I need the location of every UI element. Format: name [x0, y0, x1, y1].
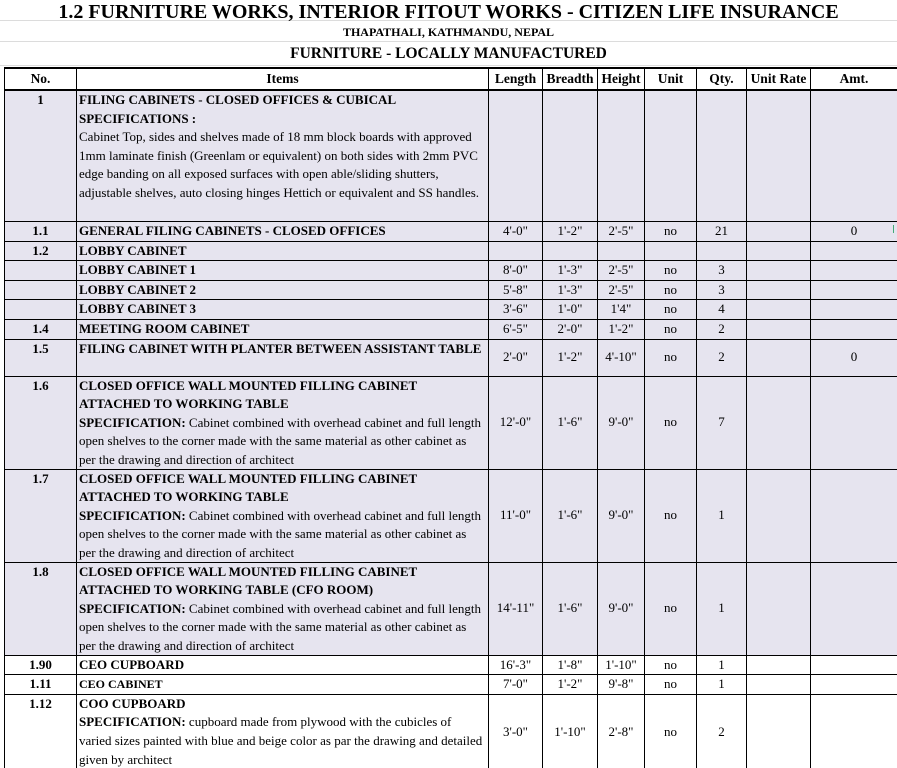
cell-amount[interactable] — [811, 319, 897, 339]
cell-item[interactable] — [77, 562, 489, 655]
cell-qty[interactable]: 2 — [697, 319, 747, 339]
cell-unit[interactable] — [645, 90, 697, 222]
cell-item[interactable]: GENERAL FILING CABINETS - CLOSED OFFICES — [77, 222, 489, 242]
cell-unit[interactable]: no — [645, 339, 697, 376]
cell-breadth[interactable]: 1'-2" — [543, 222, 598, 242]
cell-length[interactable]: 8'-0" — [489, 261, 543, 281]
gridline — [0, 65, 897, 66]
cell-item[interactable]: CEO CUPBOARD — [77, 655, 489, 675]
cell-qty[interactable]: 2 — [697, 339, 747, 376]
cell-item[interactable] — [77, 694, 489, 768]
cell-unit[interactable]: no — [645, 376, 697, 469]
table-row — [5, 376, 897, 469]
table-row — [5, 90, 897, 222]
cell-no[interactable]: 1.12 — [5, 694, 77, 768]
col-header-no[interactable]: No. — [5, 68, 77, 90]
cell-no[interactable] — [5, 280, 77, 300]
cell-unit[interactable]: no — [645, 675, 697, 695]
cell-indicator — [893, 225, 897, 233]
cell-unit-rate[interactable] — [747, 319, 811, 339]
cell-qty[interactable]: 21 — [697, 222, 747, 242]
cell-qty[interactable]: 1 — [697, 655, 747, 675]
cell-amount[interactable] — [811, 376, 897, 469]
spec-label: SPECIFICATION: — [79, 507, 186, 523]
cell-unit-rate[interactable] — [747, 280, 811, 300]
table-row — [5, 241, 897, 261]
cell-breadth[interactable]: 1'-0" — [543, 300, 598, 320]
spec-label: SPECIFICATION: — [79, 600, 186, 616]
cell-amount[interactable] — [811, 469, 897, 562]
cell-item[interactable] — [77, 90, 489, 222]
cell-unit[interactable]: no — [645, 300, 697, 320]
table-row — [5, 655, 897, 675]
cell-qty[interactable]: 4 — [697, 300, 747, 320]
cell-unit[interactable]: no — [645, 469, 697, 562]
section-heading: FURNITURE - LOCALLY MANUFACTURED — [290, 45, 607, 62]
cell-no[interactable]: 1.2 — [5, 241, 77, 261]
cell-no[interactable]: 1.11 — [5, 675, 77, 695]
cell-height[interactable]: 2'-8" — [598, 694, 645, 768]
cell-unit-rate[interactable] — [747, 300, 811, 320]
cell-length[interactable]: 16'-3" — [489, 655, 543, 675]
cell-amount[interactable] — [811, 241, 897, 261]
cell-length[interactable]: 12'-0" — [489, 376, 543, 469]
cell-length[interactable]: 7'-0" — [489, 675, 543, 695]
cell-qty[interactable]: 2 — [697, 694, 747, 768]
cell-breadth[interactable]: 1'-8" — [543, 655, 598, 675]
cell-unit[interactable]: no — [645, 319, 697, 339]
item-title: FILING CABINETS - CLOSED OFFICES & CUBICAL SPECIFICATIONS : — [79, 92, 396, 126]
cell-unit-rate[interactable] — [747, 562, 811, 655]
cell-length[interactable]: 5'-8" — [489, 280, 543, 300]
cell-length[interactable]: 14'-11" — [489, 562, 543, 655]
table-row — [5, 562, 897, 655]
col-header-amount[interactable]: Amt. — [811, 68, 897, 90]
cell-qty[interactable] — [697, 90, 747, 222]
col-header-height[interactable]: Height — [598, 68, 645, 90]
item-title: FILING CABINET WITH PLANTER BETWEEN ASSISTANT TABLE — [79, 340, 482, 356]
table-row — [5, 222, 897, 242]
cell-qty[interactable] — [697, 241, 747, 261]
cell-length[interactable] — [489, 241, 543, 261]
cell-height[interactable]: 9'-0" — [598, 562, 645, 655]
table-row — [5, 694, 897, 768]
cell-amount[interactable] — [811, 90, 897, 222]
cell-item[interactable]: LOBBY CABINET 1 — [77, 261, 489, 281]
cell-qty[interactable]: 1 — [697, 675, 747, 695]
cell-amount[interactable] — [811, 694, 897, 768]
cell-item[interactable]: LOBBY CABINET 2 — [77, 280, 489, 300]
item-title: COO CUPBOARD — [79, 695, 186, 711]
cell-amount[interactable] — [811, 300, 897, 320]
cell-length[interactable]: 3'-0" — [489, 694, 543, 768]
cell-amount[interactable]: 0 — [811, 339, 897, 376]
item-description: cupboard made from plywood with the cubicles of varied sizes painted with blue and beige color as par the drawing and detailed given by architect — [79, 714, 483, 767]
cell-no[interactable] — [5, 300, 77, 320]
cell-unit[interactable]: no — [645, 562, 697, 655]
col-header-items[interactable]: Items — [77, 68, 489, 90]
table-row — [5, 261, 897, 281]
cell-length[interactable]: 4'-0" — [489, 222, 543, 242]
cell-qty[interactable]: 7 — [697, 376, 747, 469]
cell-length[interactable]: 3'-6" — [489, 300, 543, 320]
cell-no[interactable] — [5, 261, 77, 281]
cell-amount[interactable]: 0 — [811, 222, 897, 242]
cell-height[interactable]: 9'-8" — [598, 675, 645, 695]
bill-of-quantities-table — [4, 67, 897, 768]
cell-amount[interactable] — [811, 280, 897, 300]
cell-item[interactable] — [77, 339, 489, 376]
cell-height[interactable]: 4'-10" — [598, 339, 645, 376]
cell-no[interactable]: 1 — [5, 90, 77, 222]
cell-unit-rate[interactable] — [747, 655, 811, 675]
cell-breadth[interactable]: 1'-2" — [543, 675, 598, 695]
cell-breadth[interactable] — [543, 241, 598, 261]
cell-unit[interactable]: no — [645, 222, 697, 242]
cell-breadth[interactable]: 1'-6" — [543, 376, 598, 469]
col-header-breadth[interactable]: Breadth — [543, 68, 598, 90]
table-row — [5, 319, 897, 339]
cell-unit[interactable]: no — [645, 261, 697, 281]
cell-no[interactable]: 1.8 — [5, 562, 77, 655]
cell-item[interactable]: MEETING ROOM CABINET — [77, 319, 489, 339]
cell-unit-rate[interactable] — [747, 261, 811, 281]
cell-unit[interactable]: no — [645, 655, 697, 675]
cell-unit-rate[interactable] — [747, 469, 811, 562]
cell-length[interactable]: 2'-0" — [489, 339, 543, 376]
cell-amount[interactable] — [811, 675, 897, 695]
cell-no[interactable]: 1.4 — [5, 319, 77, 339]
table-row — [5, 469, 897, 562]
cell-amount[interactable] — [811, 562, 897, 655]
cell-unit-rate[interactable] — [747, 694, 811, 768]
cell-unit-rate[interactable] — [747, 90, 811, 222]
cell-unit-rate[interactable] — [747, 675, 811, 695]
cell-qty[interactable]: 1 — [697, 469, 747, 562]
item-title: CLOSED OFFICE WALL MOUNTED FILLING CABINET ATTACHED TO WORKING TABLE — [79, 470, 417, 505]
cell-breadth[interactable]: 1'-2" — [543, 339, 598, 376]
cell-height[interactable]: 1'-2" — [598, 319, 645, 339]
spec-label: SPECIFICATION: — [79, 714, 186, 730]
table-header-row — [5, 68, 897, 90]
cell-unit-rate[interactable] — [747, 376, 811, 469]
cell-height[interactable] — [598, 90, 645, 222]
cell-unit-rate[interactable] — [747, 222, 811, 242]
table-row — [5, 300, 897, 320]
cell-no[interactable]: 1.1 — [5, 222, 77, 242]
cell-unit[interactable] — [645, 241, 697, 261]
item-description: Cabinet combined with overhead cabinet and full length open shelves to the corner made with the same material as other cabinet as per the drawing and direction of architect — [79, 507, 481, 560]
cell-unit-rate[interactable] — [747, 339, 811, 376]
cell-item[interactable]: CEO CABINET — [77, 675, 489, 695]
gridline — [0, 41, 897, 42]
item-title: CLOSED OFFICE WALL MOUNTED FILLING CABINET ATTACHED TO WORKING TABLE — [79, 377, 417, 412]
cell-height[interactable]: 9'-0" — [598, 376, 645, 469]
col-header-length[interactable]: Length — [489, 68, 543, 90]
item-description: Cabinet Top, sides and shelves made of 18 mm block boards with approved 1mm laminate finish (Greenlam or equivalent) on both sides with 2mm PVC edge banding on all exposed surfaces with open able/sliding shutters, adjustable shelves, auto closing hinges Hettich or equivalent and SS handles. — [79, 129, 480, 200]
cell-breadth[interactable]: 1'-3" — [543, 261, 598, 281]
cell-breadth[interactable]: 1'-10" — [543, 694, 598, 768]
spec-label: SPECIFICATION: — [79, 414, 186, 430]
cell-length[interactable] — [489, 90, 543, 222]
cell-breadth[interactable]: 2'-0" — [543, 319, 598, 339]
cell-no[interactable]: 1.90 — [5, 655, 77, 675]
cell-height[interactable]: 2'-5" — [598, 280, 645, 300]
cell-breadth[interactable]: 1'-6" — [543, 562, 598, 655]
cell-breadth[interactable]: 1'-3" — [543, 280, 598, 300]
cell-length[interactable]: 11'-0" — [489, 469, 543, 562]
cell-height[interactable]: 2'-5" — [598, 222, 645, 242]
cell-no[interactable]: 1.6 — [5, 376, 77, 469]
col-header-qty[interactable]: Qty. — [697, 68, 747, 90]
table-row — [5, 339, 897, 376]
cell-item[interactable]: LOBBY CABINET 3 — [77, 300, 489, 320]
cell-qty[interactable]: 3 — [697, 261, 747, 281]
cell-breadth[interactable] — [543, 90, 598, 222]
item-description: Cabinet combined with overhead cabinet and full length open shelves to the corner made with the same material as other cabinet as per the drawing and direction of architect — [79, 414, 481, 467]
cell-unit[interactable]: no — [645, 280, 697, 300]
cell-amount[interactable] — [811, 261, 897, 281]
cell-unit-rate[interactable] — [747, 241, 811, 261]
cell-amount[interactable] — [811, 655, 897, 675]
table-row — [5, 675, 897, 695]
table-row — [5, 280, 897, 300]
cell-item[interactable] — [77, 469, 489, 562]
cell-no[interactable]: 1.7 — [5, 469, 77, 562]
cell-height[interactable]: 2'-5" — [598, 261, 645, 281]
document-title: 1.2 FURNITURE WORKS, INTERIOR FITOUT WORKS - CITIZEN LIFE INSURANCE — [58, 1, 839, 23]
cell-item[interactable] — [77, 376, 489, 469]
cell-height[interactable]: 9'-0" — [598, 469, 645, 562]
cell-no[interactable]: 1.5 — [5, 339, 77, 376]
cell-height[interactable]: 1'4" — [598, 300, 645, 320]
cell-breadth[interactable]: 1'-6" — [543, 469, 598, 562]
col-header-unit-rate[interactable]: Unit Rate — [747, 68, 811, 90]
item-description: Cabinet combined with overhead cabinet and full length open shelves to the corner made with the same material as other cabinet as per the drawing and direction of architect — [79, 600, 481, 653]
item-title: CLOSED OFFICE WALL MOUNTED FILLING CABINET ATTACHED TO WORKING TABLE (CFO ROOM) — [79, 563, 417, 598]
cell-item[interactable]: LOBBY CABINET — [77, 241, 489, 261]
cell-height[interactable]: 1'-10" — [598, 655, 645, 675]
cell-height[interactable] — [598, 241, 645, 261]
cell-unit[interactable]: no — [645, 694, 697, 768]
col-header-unit[interactable]: Unit — [645, 68, 697, 90]
document-location: THAPATHALI, KATHMANDU, NEPAL — [342, 25, 555, 39]
cell-length[interactable]: 6'-5" — [489, 319, 543, 339]
cell-qty[interactable]: 3 — [697, 280, 747, 300]
cell-qty[interactable]: 1 — [697, 562, 747, 655]
